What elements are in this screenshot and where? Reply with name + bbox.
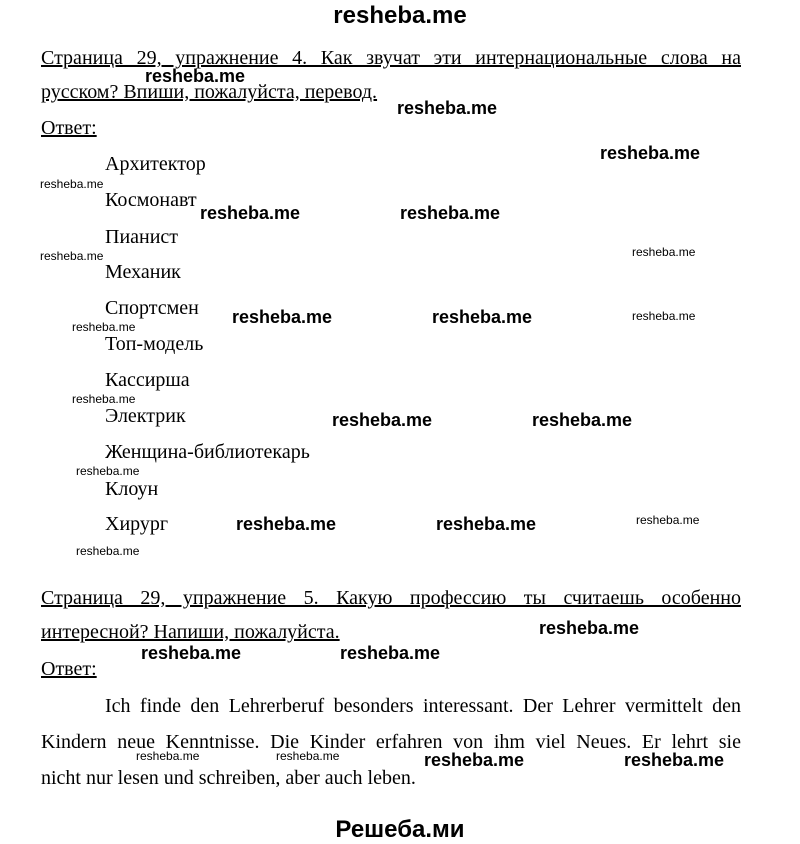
- watermark: resheba.me: [200, 203, 301, 223]
- answer-word: Клоун: [105, 478, 159, 500]
- watermark: resheba.me: [340, 643, 441, 663]
- answer-line: nicht nur lesen und schreiben, aber auch leben.: [41, 767, 416, 789]
- answer-word: Кассирша: [105, 369, 190, 391]
- task-1-heading-line-1: Страница 29, упражнение 4. Как звучат эти интернациональные слова на: [41, 47, 741, 69]
- watermark: resheba.me: [632, 309, 696, 323]
- task-2-answer-text: [41, 688, 741, 796]
- watermark: resheba.me: [600, 143, 701, 163]
- watermark: resheba.me: [40, 177, 104, 191]
- task-2-heading-line-1: Страница 29, упражнение 5. Какую профессию ты считаешь особенно: [41, 587, 741, 609]
- watermark: resheba.me: [436, 514, 537, 534]
- watermark: resheba.me: [72, 392, 136, 406]
- task-1-answer-label: Ответ:: [41, 117, 97, 139]
- answer-word: Механик: [105, 261, 181, 283]
- watermark: resheba.me: [624, 750, 725, 770]
- watermark: resheba.me: [40, 249, 104, 263]
- watermark: resheba.me: [236, 514, 337, 534]
- watermark: resheba.me: [76, 464, 140, 478]
- task-2-heading-line-2: интересной? Напиши, пожалуйста.: [41, 621, 340, 643]
- watermark: resheba.me: [400, 203, 501, 223]
- watermark: resheba.me: [432, 307, 533, 327]
- answer-word: Архитектор: [105, 153, 206, 175]
- watermark: resheba.me: [136, 749, 200, 763]
- answer-word: Спортсмен: [105, 297, 199, 319]
- watermark: resheba.me: [632, 245, 696, 259]
- answer-word: Топ-модель: [105, 333, 204, 355]
- site-header: resheba.me: [333, 2, 467, 29]
- site-footer: Решеба.ми: [335, 816, 465, 843]
- watermark: resheba.me: [397, 98, 498, 118]
- task-1-heading-line-2: русском? Впиши, пожалуйста, перевод.: [41, 81, 378, 103]
- watermark: resheba.me: [424, 750, 525, 770]
- answer-word: Электрик: [105, 405, 186, 427]
- watermark: resheba.me: [276, 749, 340, 763]
- answer-line: Ich finde den Lehrerberuf besonders interessant. Der Lehrer vermittelt den: [105, 695, 741, 717]
- watermark: resheba.me: [539, 618, 640, 638]
- watermark: resheba.me: [232, 307, 333, 327]
- watermark: resheba.me: [72, 320, 136, 334]
- watermark: resheba.me: [532, 410, 633, 430]
- answer-word: Хирург: [105, 513, 169, 535]
- watermark: resheba.me: [145, 66, 246, 86]
- answer-word: Космонавт: [105, 189, 197, 211]
- answer-word: Женщина-библиотекарь: [105, 441, 310, 463]
- watermark: resheba.me: [636, 513, 700, 527]
- watermark: resheba.me: [141, 643, 242, 663]
- watermark: resheba.me: [76, 544, 140, 558]
- watermark: resheba.me: [332, 410, 433, 430]
- answer-line: Kindern neue Kenntnisse. Die Kinder erfahren von ihm viel Neues. Er lehrt sie: [41, 731, 741, 753]
- answer-word: Пианист: [105, 226, 179, 248]
- task-2-answer-label: Ответ:: [41, 658, 97, 680]
